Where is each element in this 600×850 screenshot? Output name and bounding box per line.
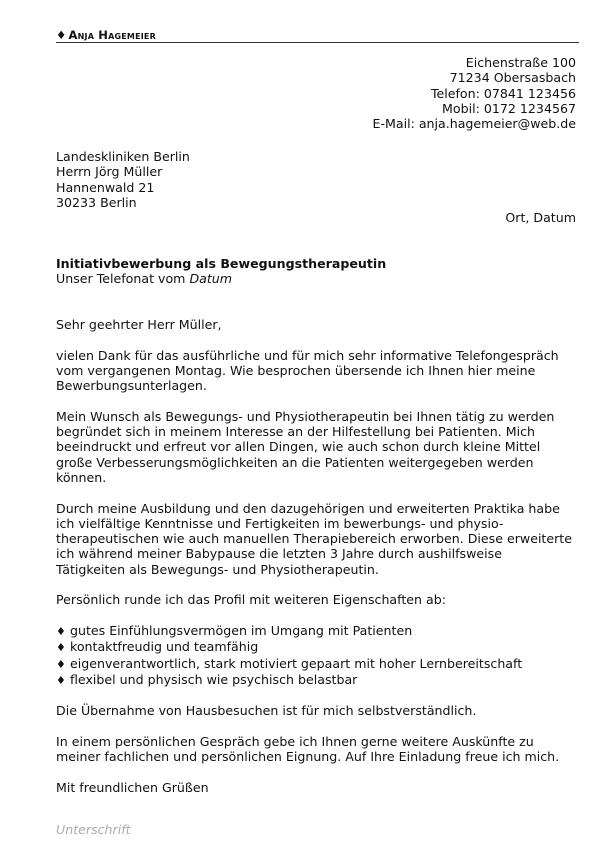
diamond-bullet-icon: ♦ <box>56 657 66 671</box>
recipient-org: Landeskliniken Berlin <box>56 149 190 164</box>
paragraph-line: In einem persönlichen Gespräch gebe ich Ihnen gerne weitere Auskünfte zu <box>56 734 534 750</box>
subject-line: Initiativbewerbung als Bewegungstherapeutin <box>56 256 387 271</box>
list-item <box>56 656 568 672</box>
subject-reference-prefix: Unser Telefonat vom <box>56 271 190 286</box>
paragraph-line: ich während meiner Babypause die letzten 3 Jahre durch aushilfsweise <box>56 546 502 562</box>
paragraph-line: ich vielfältige Kenntnisse und Fertigkeiten im bewerbungs- und physio- <box>56 515 504 531</box>
sender-city: 71234 Obersasbach <box>449 70 576 86</box>
salutation: Sehr geehrter Herr Müller, <box>56 317 222 332</box>
paragraph-line: therapeutischen wie auch manuellen Therapiebereich erworben. Diese erweiterte <box>56 531 572 547</box>
closing: Mit freundlichen Grüßen <box>56 779 209 795</box>
diamond-bullet-icon: ♦ <box>56 624 66 638</box>
diamond-icon: ♦ <box>56 28 67 42</box>
paragraph-line: können. <box>56 469 107 485</box>
place-date: Ort, Datum <box>505 210 576 225</box>
paragraph-line: Durch meine Ausbildung und den dazugehörigen und erweiterten Praktika habe <box>56 500 560 516</box>
paragraph-profile-intro: Persönlich runde ich das Profil mit weiteren Eigenschaften ab: <box>56 592 446 608</box>
paragraph-line: große Verbesserungsmöglichkeiten an die Patienten weitergegeben werden <box>56 454 534 470</box>
letter-body <box>56 317 572 811</box>
paragraph-line: vom vergangenen Montag. Wie besprochen übersende ich Ihnen hier meine <box>56 362 536 378</box>
trait-list <box>56 623 568 688</box>
paragraph-line: vielen Dank für das ausführliche und für mich sehr informative Telefongespräch <box>56 347 559 363</box>
letterhead-name <box>56 28 156 43</box>
header-divider <box>56 42 579 43</box>
subject-reference <box>56 271 232 286</box>
recipient-person: Herrn Jörg Müller <box>56 164 163 180</box>
paragraph-thanks <box>56 348 568 394</box>
paragraph-qualifications <box>56 500 572 577</box>
list-item <box>56 639 568 655</box>
recipient-city: 30233 Berlin <box>56 194 137 210</box>
paragraph-motivation <box>56 409 568 485</box>
diamond-bullet-icon: ♦ <box>56 641 66 655</box>
list-item <box>56 672 568 688</box>
paragraph-line: Mein Wunsch als Bewegungs- und Physiotherapeutin bei Ihnen tätig zu werden <box>56 408 555 424</box>
paragraph-home-visits: Die Übernahme von Hausbesuchen ist für mich selbstverständlich. <box>56 703 477 719</box>
paragraph-line: Bewerbungsunterlagen. <box>56 378 207 394</box>
list-item-text: eigenverantwortlich, stark motiviert gepaart mit hoher Lernbereitschaft <box>70 655 523 671</box>
paragraph-line: Tätigkeiten als Bewegungs- und Physiotherapeutin. <box>56 561 379 577</box>
paragraph-interview <box>56 734 568 765</box>
sender-address <box>372 55 576 131</box>
sender-street: Eichenstraße 100 <box>465 55 576 70</box>
diamond-bullet-icon: ♦ <box>56 673 66 687</box>
paragraph-line: beeindruckt und erfreut vor allen Dingen, wie auch schon durch kleine Mittel <box>56 439 541 455</box>
signature-placeholder: Unterschrift <box>56 822 131 837</box>
recipient-street: Hannenwald 21 <box>56 179 155 195</box>
recipient-address <box>56 149 190 210</box>
list-item <box>56 623 568 639</box>
paragraph-line: begründet sich in meinem Interesse an der Hilfestellung bei Patienten. Mich <box>56 424 536 440</box>
sender-name: Anja Hagemeier <box>68 28 156 42</box>
subject-reference-date: Datum <box>189 271 233 286</box>
paragraph-line: meiner fachlichen und persönlichen Eignung. Auf Ihre Einladung freue ich mich. <box>56 749 560 765</box>
list-item-text: kontaktfreudig und teamfähig <box>70 639 259 655</box>
sender-email: E-Mail: anja.hagemeier@web.de <box>372 116 576 132</box>
sender-mobile: Mobil: 0172 1234567 <box>442 100 576 116</box>
sender-phone: Telefon: 07841 123456 <box>430 85 576 101</box>
list-item-text: gutes Einfühlungsvermögen im Umgang mit Patienten <box>70 622 413 638</box>
list-item-text: flexibel und physisch wie psychisch belastbar <box>70 671 358 687</box>
